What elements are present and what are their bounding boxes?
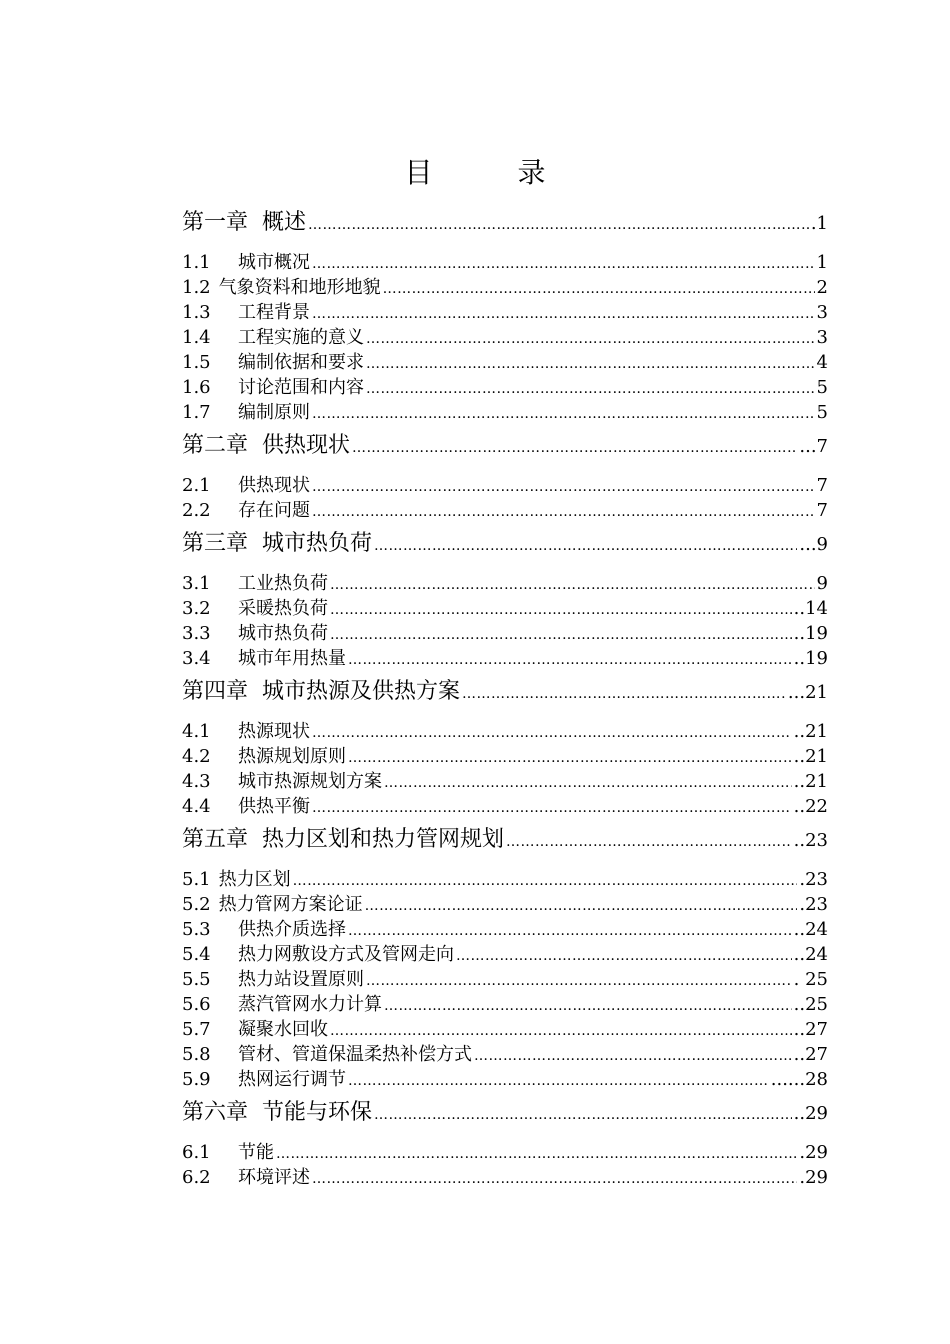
entry-title: 环境评述 [238,1167,310,1188]
dot-leader [312,402,815,425]
entry-number: 5.9 [182,1069,211,1090]
toc-section-entry[interactable] [182,250,828,275]
dot-leader [384,994,792,1017]
entry-number: 1.3 [182,302,211,323]
entry-number: 5.3 [182,919,211,940]
dot-leader [384,771,792,794]
table-of-contents [182,204,828,1190]
entry-title: 概述 [262,210,307,235]
entry-number: 第二章 [182,433,249,458]
entry-title: 管材、管道保温柔热补偿方式 [238,1044,472,1065]
entry-page-number: 2 [816,277,828,298]
dot-leader [348,1069,769,1092]
toc-section-entry[interactable] [182,350,828,375]
entry-page-number: 3 [816,302,828,323]
toc-section-entry[interactable] [182,1042,828,1067]
entry-page-number: ..19 [793,623,828,644]
entry-title: 存在问题 [238,500,310,521]
entry-number: 5.5 [182,969,211,990]
entry-title: 热力管网方案论证 [218,894,363,915]
entry-number: 5.6 [182,994,211,1015]
toc-section-entry[interactable] [182,375,828,400]
entry-number: 3.2 [182,598,211,619]
entry-title: 供热现状 [238,475,310,496]
toc-section-entry[interactable] [182,646,828,671]
toc-section-entry[interactable] [182,400,828,425]
entry-number: 第六章 [182,1100,249,1125]
toc-section-entry[interactable] [182,992,828,1017]
dot-leader [348,648,792,671]
entry-page-number: ......28 [770,1069,828,1090]
entry-page-number: .1 [810,213,828,234]
entry-title: 城市年用热量 [238,648,346,669]
entry-title: 城市热源规划方案 [238,771,382,792]
entry-number: 6.2 [182,1167,211,1188]
entry-page-number: .29 [799,1167,828,1188]
entry-title: 热源现状 [238,721,310,742]
dot-leader [312,500,815,523]
entry-title: 热力站设置原则 [238,969,364,990]
toc-chapter-entry[interactable] [182,1094,828,1132]
toc-section-entry[interactable] [182,1017,828,1042]
entry-number: 4.3 [182,771,211,792]
dot-leader [366,327,815,350]
entry-title: 工程背景 [238,302,310,323]
entry-page-number: 1 [816,252,828,273]
toc-section-entry[interactable] [182,275,828,300]
toc-chapter-entry[interactable] [182,427,828,465]
dot-leader [366,377,815,400]
entry-title: 热力网敷设方式及管网走向 [238,944,454,965]
entry-number: 3.1 [182,573,211,594]
toc-section-entry[interactable] [182,1140,828,1165]
toc-section-entry[interactable] [182,719,828,744]
entry-number: 6.1 [182,1142,211,1163]
entry-title: 供热现状 [262,433,351,458]
dot-leader [330,573,815,596]
entry-number: 3.3 [182,623,211,644]
dot-leader [366,969,792,992]
dot-leader [330,623,792,646]
entry-page-number: ..19 [793,648,828,669]
entry-page-number: ..27 [793,1019,828,1040]
dot-leader [312,1167,797,1190]
dot-leader [374,527,797,563]
dot-leader [366,352,815,375]
toc-section-entry[interactable] [182,942,828,967]
toc-section-entry[interactable] [182,967,828,992]
entry-title: 供热平衡 [238,796,310,817]
toc-chapter-entry[interactable] [182,525,828,563]
entry-page-number: ...9 [799,534,828,555]
dot-leader [312,302,815,325]
entry-title: 气象资料和地形地貌 [218,277,381,298]
entry-page-number: 7 [816,500,828,521]
entry-title: 城市热负荷 [238,623,328,644]
entry-title: 工业热负荷 [238,573,328,594]
entry-title: 蒸汽管网水力计算 [238,994,382,1015]
entry-page-number: 3 [816,327,828,348]
entry-number: 第三章 [182,531,249,556]
entry-number: 1.4 [182,327,211,348]
toc-section-entry[interactable] [182,473,828,498]
toc-section-entry[interactable] [182,1165,828,1190]
toc-section-entry[interactable] [182,917,828,942]
entry-page-number: ...7 [799,436,828,457]
dot-leader [374,1096,792,1132]
toc-section-entry[interactable] [182,621,828,646]
entry-title: 城市热负荷 [262,531,373,556]
entry-number: 4.2 [182,746,211,767]
entry-title: 编制依据和要求 [238,352,364,373]
dot-leader [456,944,792,967]
toc-section-entry[interactable] [182,325,828,350]
toc-section-entry[interactable] [182,300,828,325]
toc-section-entry[interactable] [182,892,828,917]
toc-section-entry[interactable] [182,596,828,621]
entry-title: 热力区划和热力管网规划 [262,827,505,852]
dot-leader [383,277,815,300]
dot-leader [308,206,809,242]
entry-page-number: ..14 [793,598,828,619]
dot-leader [312,721,792,744]
entry-number: 2.2 [182,500,211,521]
entry-page-number: .23 [799,869,828,890]
entry-title: 节能与环保 [262,1100,373,1125]
entry-page-number: ..24 [793,944,828,965]
dot-leader [330,1019,792,1042]
entry-page-number: 4 [816,352,828,373]
dot-leader [474,1044,792,1067]
entry-number: 1.2 [182,277,211,298]
toc-section-entry[interactable] [182,571,828,596]
toc-chapter-entry[interactable] [182,821,828,859]
toc-section-entry[interactable] [182,498,828,523]
entry-number: 1.7 [182,402,211,423]
entry-page-number: ..24 [793,919,828,940]
entry-number: 3.4 [182,648,211,669]
entry-number: 5.7 [182,1019,211,1040]
dot-leader [365,894,798,917]
entry-page-number: ..23 [793,830,828,851]
dot-leader [506,823,792,859]
entry-number: 4.4 [182,796,211,817]
entry-number: 5.8 [182,1044,211,1065]
entry-page-number: 5 [816,402,828,423]
entry-page-number: ..27 [793,1044,828,1065]
entry-page-number: .29 [799,1142,828,1163]
entry-page-number: 5 [816,377,828,398]
entry-title: 城市概况 [238,252,310,273]
toc-section-entry[interactable] [182,1067,828,1092]
entry-number: 5.4 [182,944,211,965]
entry-title: 热力区划 [218,869,291,890]
entry-page-number: ..22 [793,796,828,817]
entry-page-number: 9 [816,573,828,594]
entry-number: 第四章 [182,679,249,704]
entry-page-number: ..21 [793,721,828,742]
entry-page-number: .23 [799,894,828,915]
entry-title: 热源规划原则 [238,746,346,767]
entry-page-number: ..29 [793,1103,828,1124]
toc-section-entry[interactable] [182,744,828,769]
dot-leader [352,429,797,465]
dot-leader [462,675,786,711]
entry-title: 讨论范围和内容 [238,377,364,398]
dot-leader [293,869,798,892]
dot-leader [276,1142,797,1165]
entry-number: 2.1 [182,475,211,496]
toc-chapter-entry[interactable] [182,204,828,242]
entry-number: 第五章 [182,827,249,852]
entry-page-number: ..21 [793,771,828,792]
entry-number: 1.5 [182,352,211,373]
dot-leader [312,475,815,498]
entry-page-number: ..25 [793,994,828,1015]
entry-title: 凝聚水回收 [238,1019,328,1040]
dot-leader [348,746,792,769]
dot-leader [330,598,792,621]
entry-title: 工程实施的意义 [238,327,364,348]
entry-title: 供热介质选择 [238,919,346,940]
entry-page-number: ..21 [793,746,828,767]
toc-title: 目 录 [404,156,584,189]
toc-section-entry[interactable] [182,794,828,819]
entry-page-number: 7 [816,475,828,496]
entry-number: 1.6 [182,377,211,398]
entry-number: 第一章 [182,210,249,235]
entry-number: 1.1 [182,252,211,273]
entry-title: 城市热源及供热方案 [262,679,461,704]
entry-title: 节能 [238,1142,274,1163]
dot-leader [348,919,792,942]
dot-leader [312,796,792,819]
entry-number: 5.2 [182,894,211,915]
entry-title: 采暖热负荷 [238,598,328,619]
entry-page-number: . 25 [793,969,828,990]
entry-number: 4.1 [182,721,211,742]
toc-section-entry[interactable] [182,769,828,794]
toc-chapter-entry[interactable] [182,673,828,711]
entry-number: 5.1 [182,869,211,890]
dot-leader [312,252,815,275]
toc-section-entry[interactable] [182,867,828,892]
entry-title: 热网运行调节 [238,1069,346,1090]
entry-page-number: ...21 [787,682,828,703]
entry-title: 编制原则 [238,402,310,423]
